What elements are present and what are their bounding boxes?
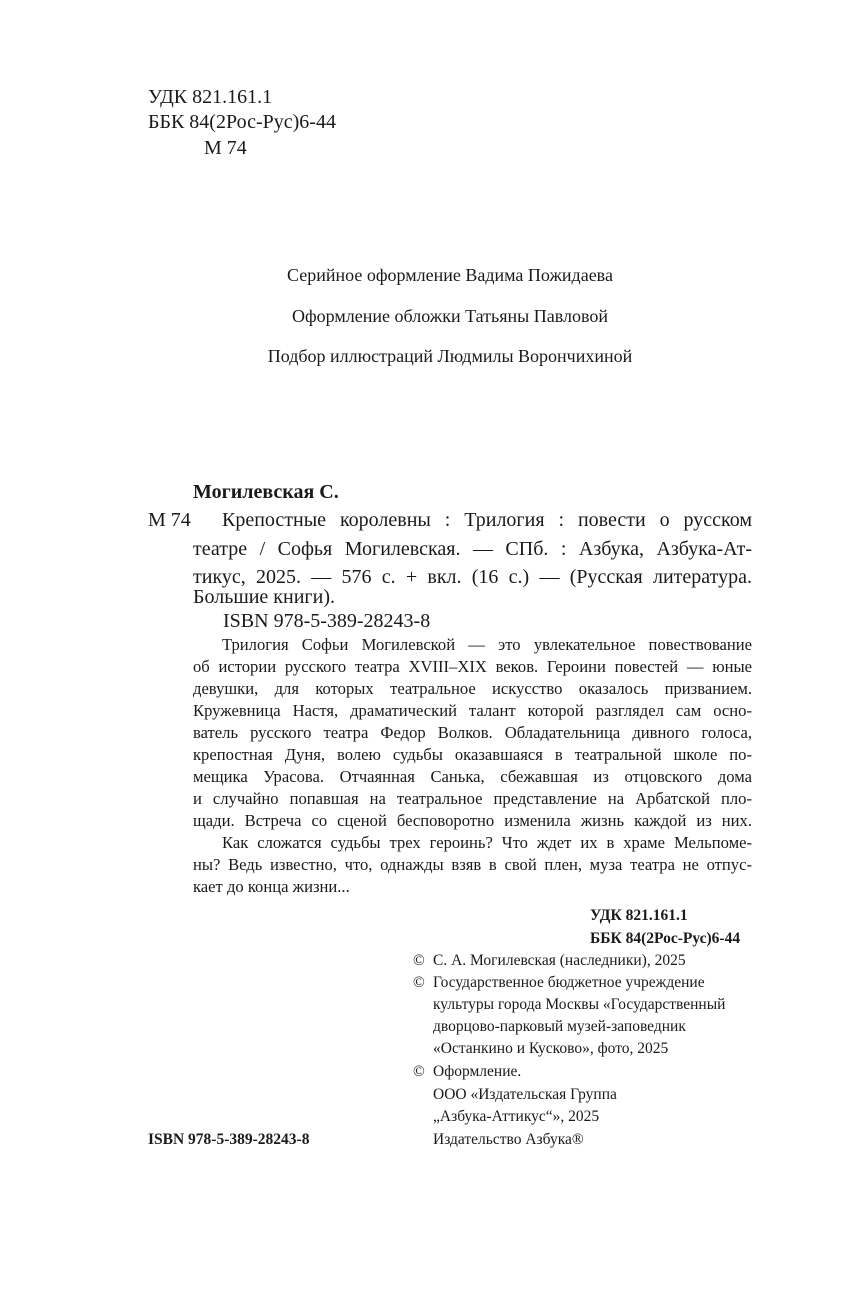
copyright-line: Государственное бюджетное учреждение <box>433 974 705 991</box>
footer-udk: УДК 821.161.1 <box>590 907 688 924</box>
author-mark: М 74 <box>204 137 247 159</box>
annotation-line: кает до конца жизни... <box>193 877 350 896</box>
annotation-line: Кружевница Настя, драматический талант которой разглядел сам осно- <box>193 701 752 720</box>
annotation-line: об истории русского театра XVIII–XIX веков. Героини повестей — юные <box>193 657 752 676</box>
catalog-line: тикус, 2025. — 576 с. + вкл. (16 с.) — (Русская литература. <box>193 566 752 588</box>
copyright-symbol: © <box>413 974 425 991</box>
catalog-line: Крепостные королевны : Трилогия : повести о русском <box>222 509 752 531</box>
copyright-symbol: © <box>413 1063 425 1080</box>
copyright-line: Издательство Азбука® <box>433 1131 584 1148</box>
catalog-author: Могилевская С. <box>193 481 339 503</box>
annotation-line: ватель русского театра Федор Волков. Обладательница дивного голоса, <box>193 723 752 742</box>
footer-bbk: ББК 84(2Рос-Рус)6-44 <box>590 930 741 947</box>
catalog-mark: М 74 <box>148 509 191 531</box>
annotation-line: Как сложатся судьбы трех героинь? Что ждет их в храме Мельпоме- <box>222 833 752 852</box>
annotation-line: щади. Встреча со сценой бесповоротно изменила жизнь каждой из них. <box>193 811 752 830</box>
catalog-isbn: ISBN 978-5-389-28243-8 <box>223 610 431 632</box>
bbk-code: ББК 84(2Рос-Рус)6-44 <box>148 111 336 133</box>
catalog-line: театре / Софья Могилевская. — СПб. : Азбука, Азбука-Ат- <box>193 538 752 560</box>
catalog-line: Большие книги). <box>193 586 335 608</box>
annotation-line: мещика Урасова. Отчаянная Санька, сбежавшая из отцовского дома <box>193 767 752 786</box>
annotation-line: крепостная Дуня, волею судьбы оказавшаяся в театральной школе по- <box>193 745 752 764</box>
copyright-line: С. А. Могилевская (наследники), 2025 <box>433 952 686 969</box>
annotation-line: и случайно попавшая на театральное представление на Арбатской пло- <box>193 789 752 808</box>
credit-cover-design: Оформление обложки Татьяны Павловой <box>292 306 608 326</box>
credit-series-design: Серийное оформление Вадима Пожидаева <box>287 265 613 285</box>
copyright-line: „Азбука-Аттикус“», 2025 <box>433 1108 600 1125</box>
credit-illustrations: Подбор иллюстраций Людмилы Ворончихиной <box>267 346 633 366</box>
copyright-line: Оформление. <box>433 1063 522 1080</box>
copyright-line: дворцово-парковый музей-заповедник <box>433 1018 686 1035</box>
copyright-line: культуры города Москвы «Государственный <box>433 996 726 1013</box>
annotation-line: девушки, для которых театральное искусство оказалось призванием. <box>193 679 752 698</box>
copyright-line: «Останкино и Кусково», фото, 2025 <box>433 1040 669 1057</box>
annotation-line: Трилогия Софьи Могилевской — это увлекательное повествование <box>222 635 752 654</box>
annotation-line: ны? Ведь известно, что, однажды взяв в свой плен, муза театра не отпус- <box>193 855 752 874</box>
udk-code: УДК 821.161.1 <box>148 86 273 108</box>
copyright-line: ООО «Издательская Группа <box>433 1086 617 1103</box>
isbn-bottom: ISBN 978-5-389-28243-8 <box>148 1131 310 1148</box>
copyright-symbol: © <box>413 952 425 969</box>
